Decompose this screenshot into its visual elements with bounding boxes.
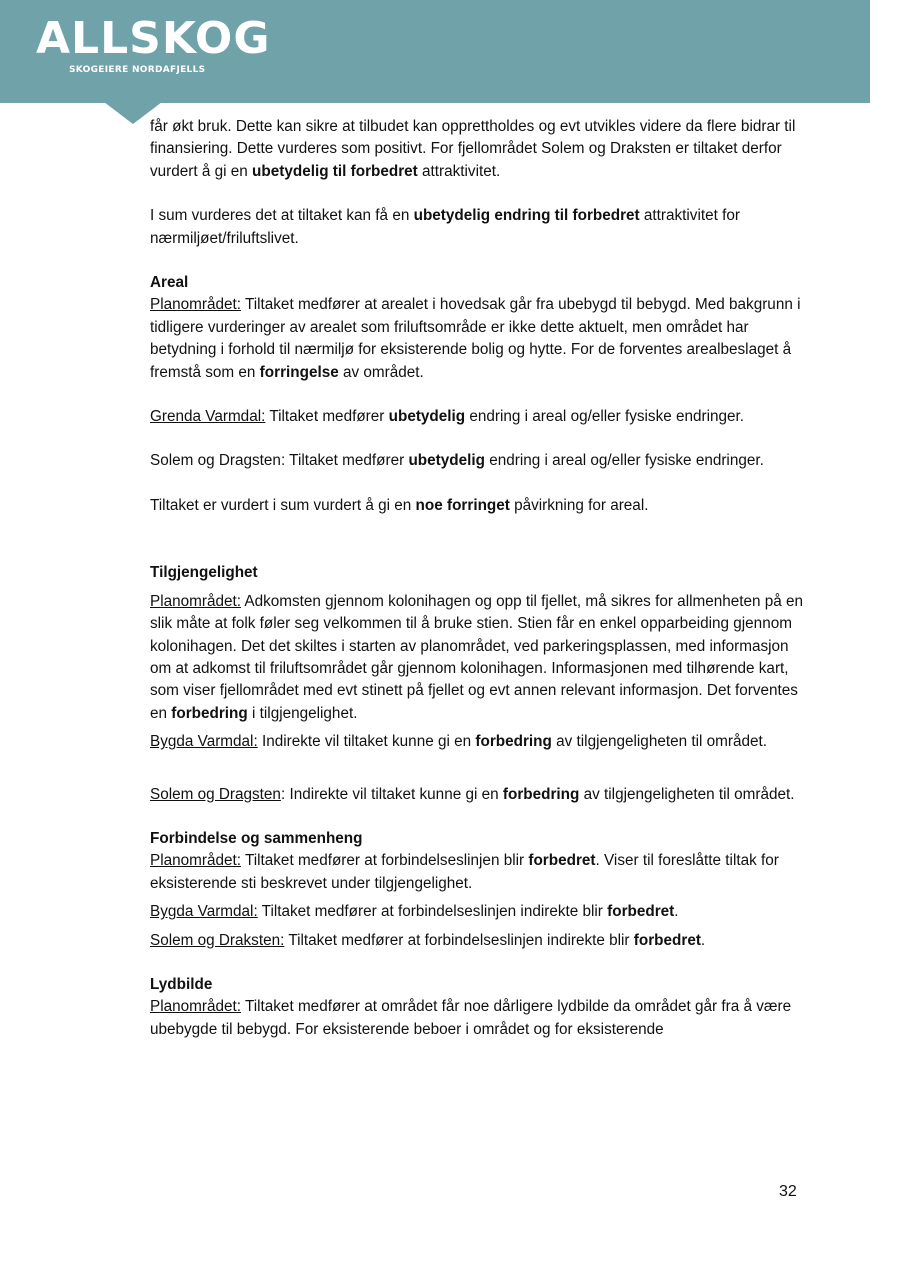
text: Adkomsten gjennom kolonihagen og opp til fjellet, må sikres for allmenheten på en slik måte at folk føler seg velkommen til å bruke stien. Stien får en enkel opparbeiding gjennom kolonihagen. Det det skiltes i starten av planområdet, ved parkeringsplassen, med informasjon om at adkomst til friluftsområdet går gjennom kolonihagen. Informasjonen med tilhørende kart, som viser fjellområdet med evt stinett på fjellet og evt annen relevant informasjon. Det forventes en [150, 592, 804, 722]
text: Tiltaket medfører at forbindelseslinjen blir [240, 852, 529, 870]
text: Tiltaket er vurdert i sum vurdert å gi en [150, 496, 416, 514]
text: . Viser til foreslåtte tiltak for eksisterende sti beskrevet under tilgjengelighet. [150, 852, 779, 892]
text: Tiltaket medfører [265, 408, 389, 426]
allskog-logo [36, 13, 271, 75]
text: endring i areal og/eller fysiske endringer. [465, 408, 745, 426]
text: Tiltaket medfører at arealet i hovedsak går fra ubebygd til bebygd. Med bakgrunn i tidligere vurderinger av arealet som friluftsområde er ikke dette aktuelt, men området har betydning i forhold til nærmiljø for eksisterende bolig og hytte. For de forventes arealbeslaget å fremstå som en [150, 296, 801, 381]
areal-planomradet [150, 294, 810, 384]
intro-paragraph-1 [150, 116, 810, 183]
underlined-label: Solem og Dragsten [150, 785, 281, 803]
bold-text: ubetydelig til forbedret [252, 162, 418, 180]
bold-text: ubetydelig [408, 452, 485, 470]
underlined-label: Solem og Draksten: [150, 931, 285, 949]
bold-text: forbedring [171, 704, 248, 722]
underlined-label: Planområdet: [150, 296, 241, 314]
bold-text: forbedring [502, 785, 580, 803]
text: Indirekte vil tiltaket kunne gi en [257, 733, 476, 751]
forbindelse-heading: Forbindelse og sammenheng [150, 829, 363, 847]
forbindelse-bygda [150, 901, 810, 923]
bold-text: ubetydelig [388, 408, 466, 426]
text: endring i areal og/eller fysiske endringer. [484, 452, 764, 470]
tilgjengelighet-heading: Tilgjengelighet [150, 564, 258, 582]
text: påvirkning for areal. [509, 496, 649, 514]
areal-grenda [150, 406, 810, 428]
text: Tiltaket medfører at forbindelseslinjen indirekte blir [284, 931, 634, 949]
tilgjengelighet-bygda [150, 731, 810, 753]
logo-sub-text: SKOGEIERE NORDAFJELLS [69, 65, 206, 75]
text: i tilgjengelighet. [247, 704, 358, 722]
lydbilde-heading: Lydbilde [150, 975, 213, 993]
text: av området. [338, 363, 424, 381]
bold-text: forbedret [633, 931, 701, 949]
text: Tiltaket medfører at området får noe dårligere lydbilde da området går fra å være ubebygde til bebygd. For eksisterende beboer i området og for eksisterende [150, 998, 792, 1038]
underlined-label: Bygda Varmdal: [150, 903, 258, 921]
text: . [700, 931, 706, 949]
areal-solem [150, 450, 810, 472]
text: : Indirekte vil tiltaket kunne gi en [280, 785, 503, 803]
page-number: 32 [779, 1183, 797, 1200]
tilgjengelighet-solem [150, 784, 810, 806]
page-header [0, 0, 870, 103]
bold-text: forbedring [475, 733, 552, 751]
tilgjengelighet-planomradet [150, 591, 810, 725]
text: I sum vurderes det at tiltaket kan få en [150, 207, 414, 225]
areal-heading: Areal [150, 274, 189, 292]
areal-sum [150, 495, 810, 517]
bold-text: noe forringet [415, 496, 510, 514]
text: attraktivitet. [417, 162, 501, 180]
lydbilde-planomradet [150, 996, 810, 1041]
text: . [674, 903, 679, 921]
underlined-label: Planområdet: [150, 592, 241, 610]
bold-text: forbedret [528, 852, 596, 870]
underlined-label: Grenda Varmdal: [150, 408, 266, 426]
document-body [150, 116, 810, 1041]
forbindelse-planomradet [150, 850, 810, 895]
bold-text: forringelse [259, 363, 339, 381]
forbindelse-solem [150, 930, 810, 952]
text: Tiltaket medfører at forbindelseslinjen indirekte blir [257, 903, 608, 921]
bold-text: ubetydelig endring til forbedret [413, 207, 640, 225]
intro-paragraph-2 [150, 205, 810, 250]
logo-main-text: ALLSKOG [36, 13, 271, 64]
text: av tilgjengeligheten til området. [579, 785, 795, 803]
bold-text: forbedret [607, 903, 675, 921]
text: Solem og Dragsten: Tiltaket medfører [150, 452, 409, 470]
text: attraktivitet for nærmiljøet/friluftslivet. [150, 207, 740, 247]
underlined-label: Bygda Varmdal: [150, 733, 258, 751]
underlined-label: Planområdet: [150, 852, 241, 870]
underlined-label: Planområdet: [150, 998, 241, 1016]
text: får økt bruk. Dette kan sikre at tilbudet kan opprettholdes og evt utvikles videre da flere bidrar til finansiering. Dette vurderes som positivt. For fjellområdet Solem og Draksten er tiltaket derfor vurdert å gi en [150, 118, 796, 180]
text: av tilgjengeligheten til området. [551, 733, 768, 751]
